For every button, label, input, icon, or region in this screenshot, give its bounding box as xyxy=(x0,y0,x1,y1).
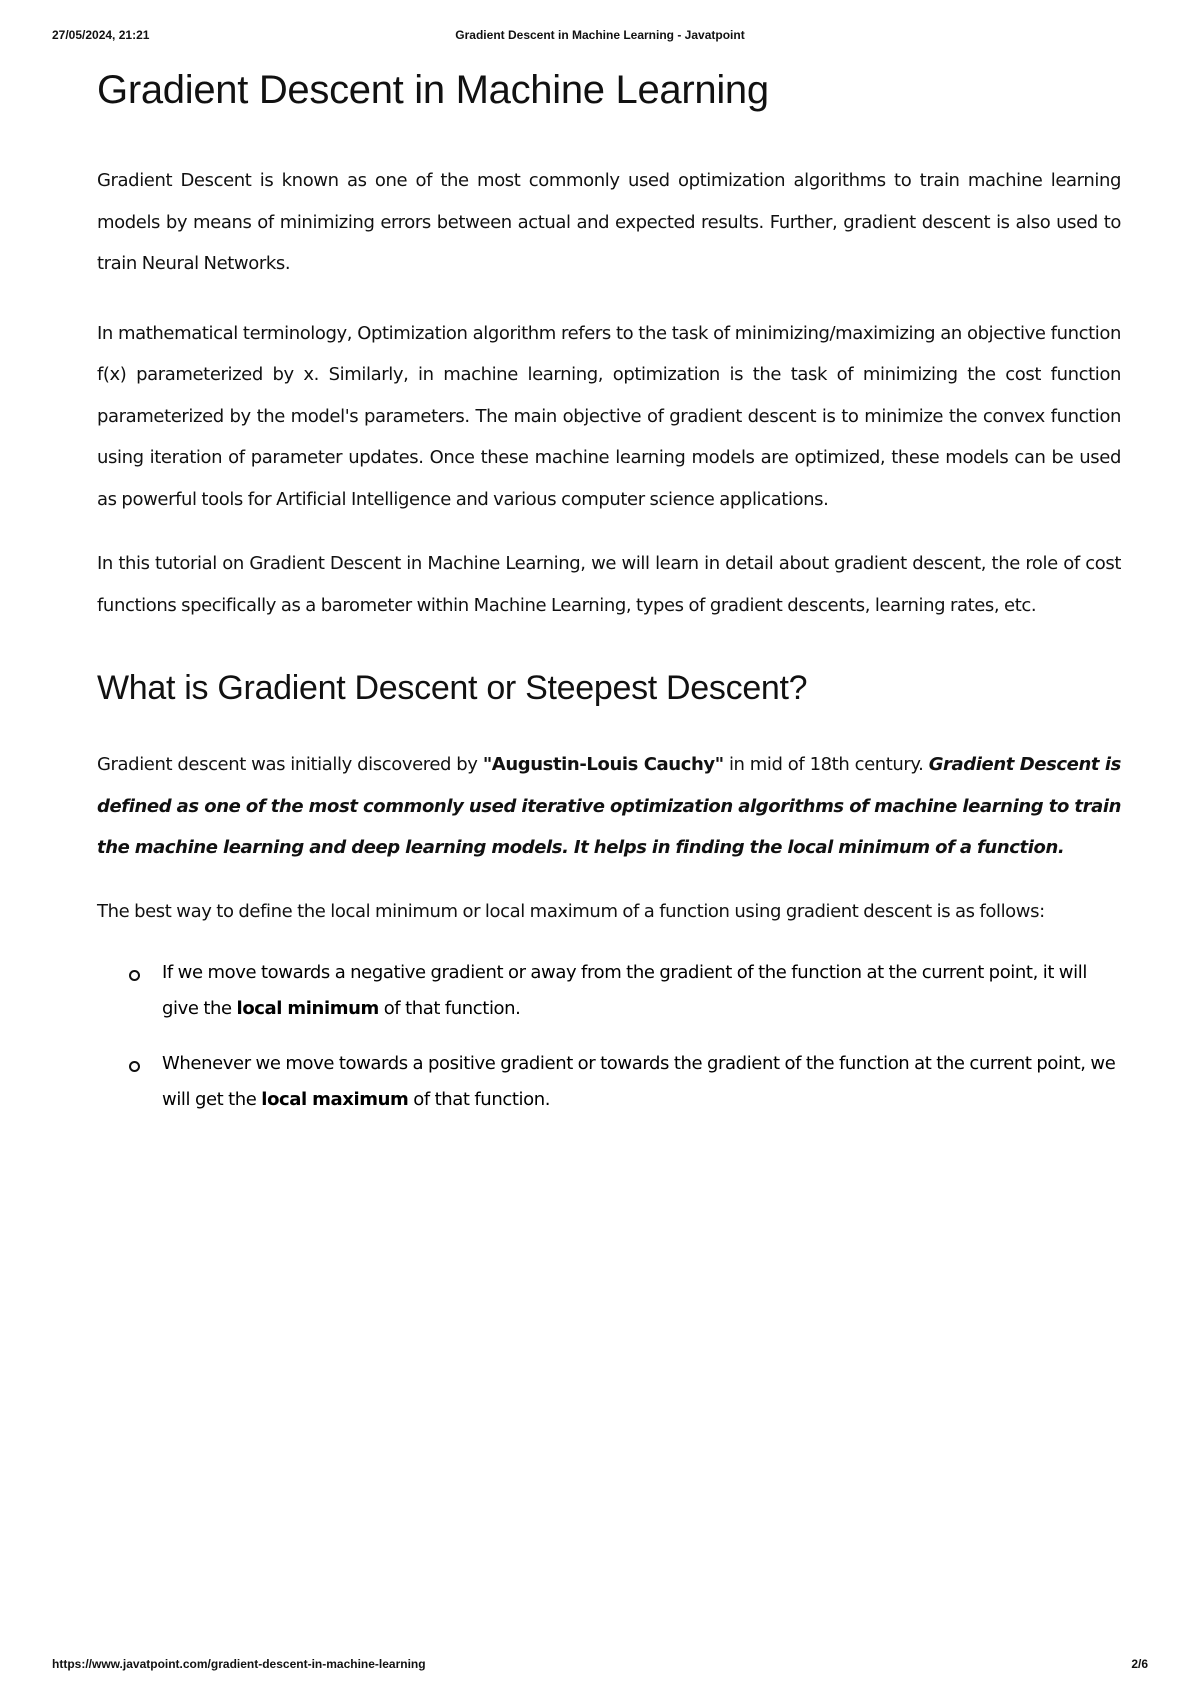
print-header xyxy=(52,28,1148,46)
bullet-text: If we move towards a negative gradient or away from the gradient of the function at the current point, it will give the xyxy=(162,962,1087,1019)
bullet-text-end: of that function. xyxy=(408,1089,551,1110)
bullet-bold: local minimum xyxy=(236,998,379,1019)
article-title: Gradient Descent in Machine Learning xyxy=(97,68,769,112)
bullet-text: Whenever we move towards a positive gradient or towards the gradient of the function at the current point, we will get the xyxy=(162,1053,1116,1110)
definition-paragraph xyxy=(97,744,1121,869)
intro-paragraph-2: In mathematical terminology, Optimization algorithm refers to the task of minimizing/maximizing an objective function f(x) parameterized by x. Similarly, in machine learning, optimization is the task of minimizing the cost function parameterized by the model's parameters. The main objective of gradient descent is to minimize the convex function using iteration of parameter updates. Once these machine learning models are optimized, these models can be used as powerful tools for Artificial Intelligence and various computer science applications. xyxy=(97,322,1121,510)
bullet-bold: local maximum xyxy=(261,1089,409,1110)
article-content xyxy=(97,64,1121,1137)
intro-paragraph-1: Gradient Descent is known as one of the most commonly used optimization algorithms to train machine learning models by means of minimizing errors between actual and expected results. Further, gradient descent is also used to train Neural Networks. xyxy=(97,170,1121,274)
list-item xyxy=(162,1046,1121,1118)
print-date: 27/05/2024, 21:21 xyxy=(52,28,150,42)
section-heading: What is Gradient Descent or Steepest Descent? xyxy=(97,669,808,707)
print-url: https://www.javatpoint.com/gradient-descent-in-machine-learning xyxy=(52,1657,426,1671)
definition-after-name: in mid of 18th century. xyxy=(723,754,929,775)
best-way-paragraph: The best way to define the local minimum or local maximum of a function using gradient descent is as follows: xyxy=(97,900,1045,922)
definition-name: "Augustin-Louis Cauchy" xyxy=(482,754,724,775)
bullet-text-end: of that function. xyxy=(378,998,521,1019)
definition-emphasis: Gradient Descent is defined as one of the most commonly used iterative optimization algorithms of machine learning to train the machine learning and deep learning models. It helps in finding the local minimum of a function. xyxy=(97,754,1121,858)
page-number: 2/6 xyxy=(1131,1657,1148,1671)
definition-lead: Gradient descent was initially discovered by xyxy=(97,754,483,775)
print-page-title: Gradient Descent in Machine Learning - Javatpoint xyxy=(455,28,745,42)
print-footer xyxy=(52,1657,1148,1675)
list-item xyxy=(162,955,1121,1027)
bullet-list xyxy=(97,955,1121,1118)
intro-paragraph-3: In this tutorial on Gradient Descent in Machine Learning, we will learn in detail about gradient descent, the role of cost functions specifically as a barometer within Machine Learning, types of gradient descents, learning rates, etc. xyxy=(97,553,1121,616)
